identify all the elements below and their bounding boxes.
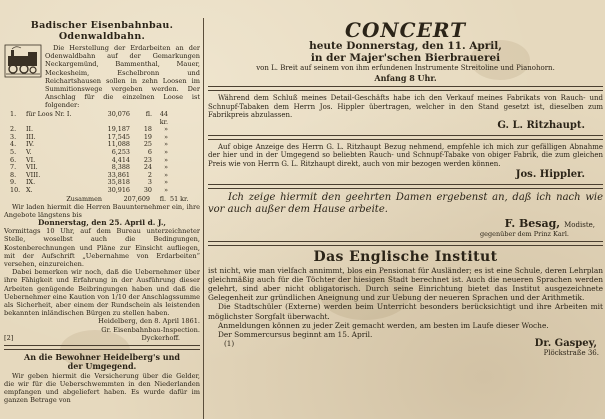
concert-performer: von L. Breit auf seinem von ihm erfundenen Instrumente Streitoline und Pianohorn. [256, 64, 555, 72]
rail-signer: Dyckerhoff. [141, 333, 180, 342]
loose-cell-v: 4,414 [111, 155, 130, 164]
rail-deadline: Donnerstag, den 25. April d. J., [38, 217, 166, 227]
loose-cell-k: » [164, 185, 168, 194]
loose-cell-k: » [164, 140, 168, 149]
loose-row [10, 149, 200, 157]
besag-text: Ich zeige hiermit den geehrten Damen ergebenst an, daß ich nach wie vor auch außer dem Hause arbeite. [208, 191, 603, 216]
loose-cell-n: 1. [10, 110, 17, 118]
institut-footer [208, 339, 603, 349]
bewohner-paragraph: Wir geben hiermit die Versicherung über die Gelder, die wir für die Ueberschwemmten in den Niederlanden empfangen und abgeliefert haben. Es wurde dafür im ganzen Betrage von [4, 371, 200, 405]
loose-cell-t: für Loos Nr. I. [26, 110, 72, 118]
besag-title: Modiste, [564, 220, 595, 229]
loose-cell-f: 25 [143, 140, 152, 149]
loose-cell-f: 3 [147, 178, 152, 187]
loose-cell-v: 19,187 [107, 125, 130, 134]
loose-cell-v: 11,088 [107, 140, 130, 149]
loose-row [10, 141, 200, 149]
divider [208, 86, 603, 91]
loose-row [10, 111, 200, 126]
loose-cell-t: III. [26, 132, 36, 141]
loose-cell-t: IX. [26, 178, 36, 187]
bewohner-title [4, 353, 200, 372]
loose-cell-f: 30 [143, 185, 152, 194]
loose-cell-k: » [164, 132, 168, 141]
loose-cell-k: » [164, 155, 168, 164]
rail-paragraph-4: Dabei bemerken wir noch, daß die Uebernehmer über ihre Fähigkeit und Erfahrung in der Ausführung dieser Arbeiten genügende Beibringungen haben und daß die Uebernehmer eine Kaution von 1/10 der Anschlagssumme als Sicherheit, aber einem der Rundschein als leistenden bekannten inländischen Bürgen zu stellen haben. [4, 268, 200, 318]
loose-cell-n: 5. [10, 147, 17, 156]
loose-cell-k: » [164, 170, 168, 179]
institut-paragraph-4: Der Sommercursus beginnt am 15. April. [218, 329, 373, 339]
loose-row [10, 179, 200, 187]
rail-paragraph-3: Vormittags 10 Uhr, auf dem Bureau unterzeichneter Stelle, woselbst auch die Bedingungen, Kostenberechnungen und Pläne zur Einsicht aufliegen, mit der Aufschrift „Uebernahme von Erdarbeiten“ versehen, einzureichen. [4, 227, 200, 268]
loose-cell-n: 7. [10, 163, 17, 172]
ritzhaupt-signature: G. L. Ritzhaupt. [497, 119, 585, 131]
besag-signature [208, 217, 603, 230]
loose-cell-t: V. [26, 147, 32, 156]
divider [208, 184, 603, 189]
divider [208, 135, 603, 140]
loose-cell-n: 4. [10, 140, 17, 149]
column-rule [203, 18, 204, 419]
loose-cell-t: IV. [26, 140, 35, 149]
loose-cell-f: 6 [147, 147, 152, 156]
divider [208, 241, 603, 246]
loose-cell-f: 23 [143, 155, 152, 164]
right-column [208, 18, 603, 419]
loose-cell-f: 19 [143, 132, 152, 141]
loose-cell-v: 30,076 [107, 110, 130, 118]
institut-signature: Dr. Gaspey, [534, 338, 597, 350]
institut-ref: (1) [224, 339, 235, 349]
loose-cell-n: 6. [10, 155, 17, 164]
bewohner-title-line-2: der Umgegend. [67, 361, 137, 372]
besag-address: gegenüber dem Prinz Karl. [479, 229, 569, 238]
loose-row [10, 134, 200, 142]
sum-kr: 51 kr. [170, 194, 189, 203]
loose-cell-f: 24 [143, 163, 152, 172]
rail-paragraph-2: Wir laden hiermit die Herren Bauunternehmer ein, ihre Angebote längstens bis [4, 202, 200, 219]
loose-cell-f: 2 [147, 170, 152, 179]
left-column [4, 20, 200, 419]
institut-title: Das Englische Institut [313, 248, 498, 265]
institut-address: Plöckstraße 36. [543, 349, 599, 358]
concert-venue: in der Majer'schen Bierbrauerei [310, 52, 501, 64]
loose-cell-k: » [164, 163, 168, 172]
locomotive-icon [4, 44, 42, 78]
loose-cell-f: 18 [143, 125, 152, 134]
bewohner-title-line-1: An die Bewohner Heidelberg's und [24, 351, 180, 362]
loose-cell-n: 10. [10, 185, 21, 194]
loose-cell-k: 44 kr. [159, 110, 168, 126]
loose-cell-v: 33,861 [107, 170, 130, 179]
concert-title: CONCERT [345, 18, 466, 42]
sum-unit: fl. [159, 194, 166, 203]
loose-row [10, 157, 200, 165]
loose-cell-k: » [164, 147, 168, 156]
loose-cell-k: » [164, 125, 168, 134]
loose-cell-n: 9. [10, 178, 17, 187]
loose-cell-v: 6,253 [111, 147, 130, 156]
loose-cell-v: 8,388 [111, 163, 130, 172]
loose-cell-f: fl. [145, 110, 152, 118]
institut-paragraph-2: Die Stadtschüler (Externe) werden beim Unterricht besonders berücksichtigt und ihre Arbeiten mit möglichster Sorgfalt überwacht. [208, 302, 603, 321]
concert-start: Anfang 8 Uhr. [374, 73, 437, 83]
loose-cell-t: VII. [26, 163, 38, 172]
loose-sum-row [10, 195, 200, 203]
loose-row [10, 126, 200, 134]
rail-footer [4, 334, 200, 342]
ritzhaupt-paragraph: Während dem Schluß meines Detail-Geschäfts habe ich den Verkauf meines Fabrikats von Rauch- und Schnupf-Tabaken dem Herrn Jos. Hippler übertragen, welcher in den Stand gesetzt ist, dieselben zum Fabrikpreis abzulassen. [208, 94, 603, 120]
rail-paragraph-1: Die Herstellung der Erdarbeiten an der Odenwaldbahn auf der Gemarkungen Neckargemünd, Bammenthal, Mauer, Meckesheim, Eschelbronn und Reichartshausen sollen in zehn Loosen im Summitionswege vergeben werden. Der Anschlag für die einzelnen Loose ist folgender: [45, 44, 200, 110]
institut-paragraph-3: Anmeldungen können zu jeder Zeit gemacht werden, am besten im Laufe dieser Woche. [218, 320, 549, 330]
hippler-signature: Jos. Hippler. [515, 168, 585, 180]
institut-paragraph-1: ist nicht, wie man vielfach annimmt, blos ein Pensionat für Ausländer; es ist eine Schule, deren Lehrplan gleichmäßig auch für die Töchter der hiesigen Stadt berechnet ist. Auch die neueren Sprachen werden gelehrt, sind aber nicht obligatorisch. Durch seine Einrichtung bietet das Institut ausgezeichnete Gelegenheit zur gründlichen Aneignung und zur Uebung der neueren Sprachen und der Arithmetik. [208, 265, 603, 303]
loose-cell-k: » [164, 178, 168, 187]
loose-row [10, 187, 200, 195]
rail-notice [4, 44, 200, 110]
loose-table [4, 111, 200, 195]
sum-label: Zusammen [66, 194, 102, 203]
rail-title [4, 20, 200, 42]
loose-cell-t: II. [26, 125, 34, 134]
sum-value: 207,609 [123, 194, 150, 203]
loose-cell-t: X. [26, 185, 33, 194]
rail-ref: [2] [4, 333, 14, 342]
loose-cell-t: VIII. [26, 170, 41, 179]
loose-cell-v: 30,916 [107, 185, 130, 194]
rail-place-date: Heidelberg, den 8. April 1861. [98, 317, 200, 326]
concert-date: heute Donnerstag, den 11. April, [309, 40, 502, 52]
loose-cell-t: VI. [26, 155, 36, 164]
divider [4, 345, 200, 350]
loose-cell-v: 17,545 [107, 132, 130, 141]
loose-cell-n: 3. [10, 132, 17, 141]
loose-cell-n: 8. [10, 170, 17, 179]
loose-cell-v: 35,818 [107, 178, 130, 187]
loose-cell-n: 2. [10, 125, 17, 134]
loose-row [10, 172, 200, 180]
hippler-paragraph: Auf obige Anzeige des Herrn G. L. Ritzhaupt Bezug nehmend, empfehle ich mich zur gefälligen Abnahme der hier und in der Umgegend so beliebten Rauch- und Schnupf-Tabake von obiger Fabrik, die zum gleichen Preis wie von Herrn G. L. Ritzhaupt direkt, auch von mir bezogen werden können. [208, 142, 603, 168]
rail-title-line-2: Odenwaldbahn. [58, 31, 146, 42]
besag-name: F. Besag, [504, 216, 561, 230]
rail-title-line-1: Badischer Eisenbahnbau. [30, 20, 174, 31]
rail-authority: Gr. Eisenbahnbau-Inspection. [101, 325, 200, 334]
